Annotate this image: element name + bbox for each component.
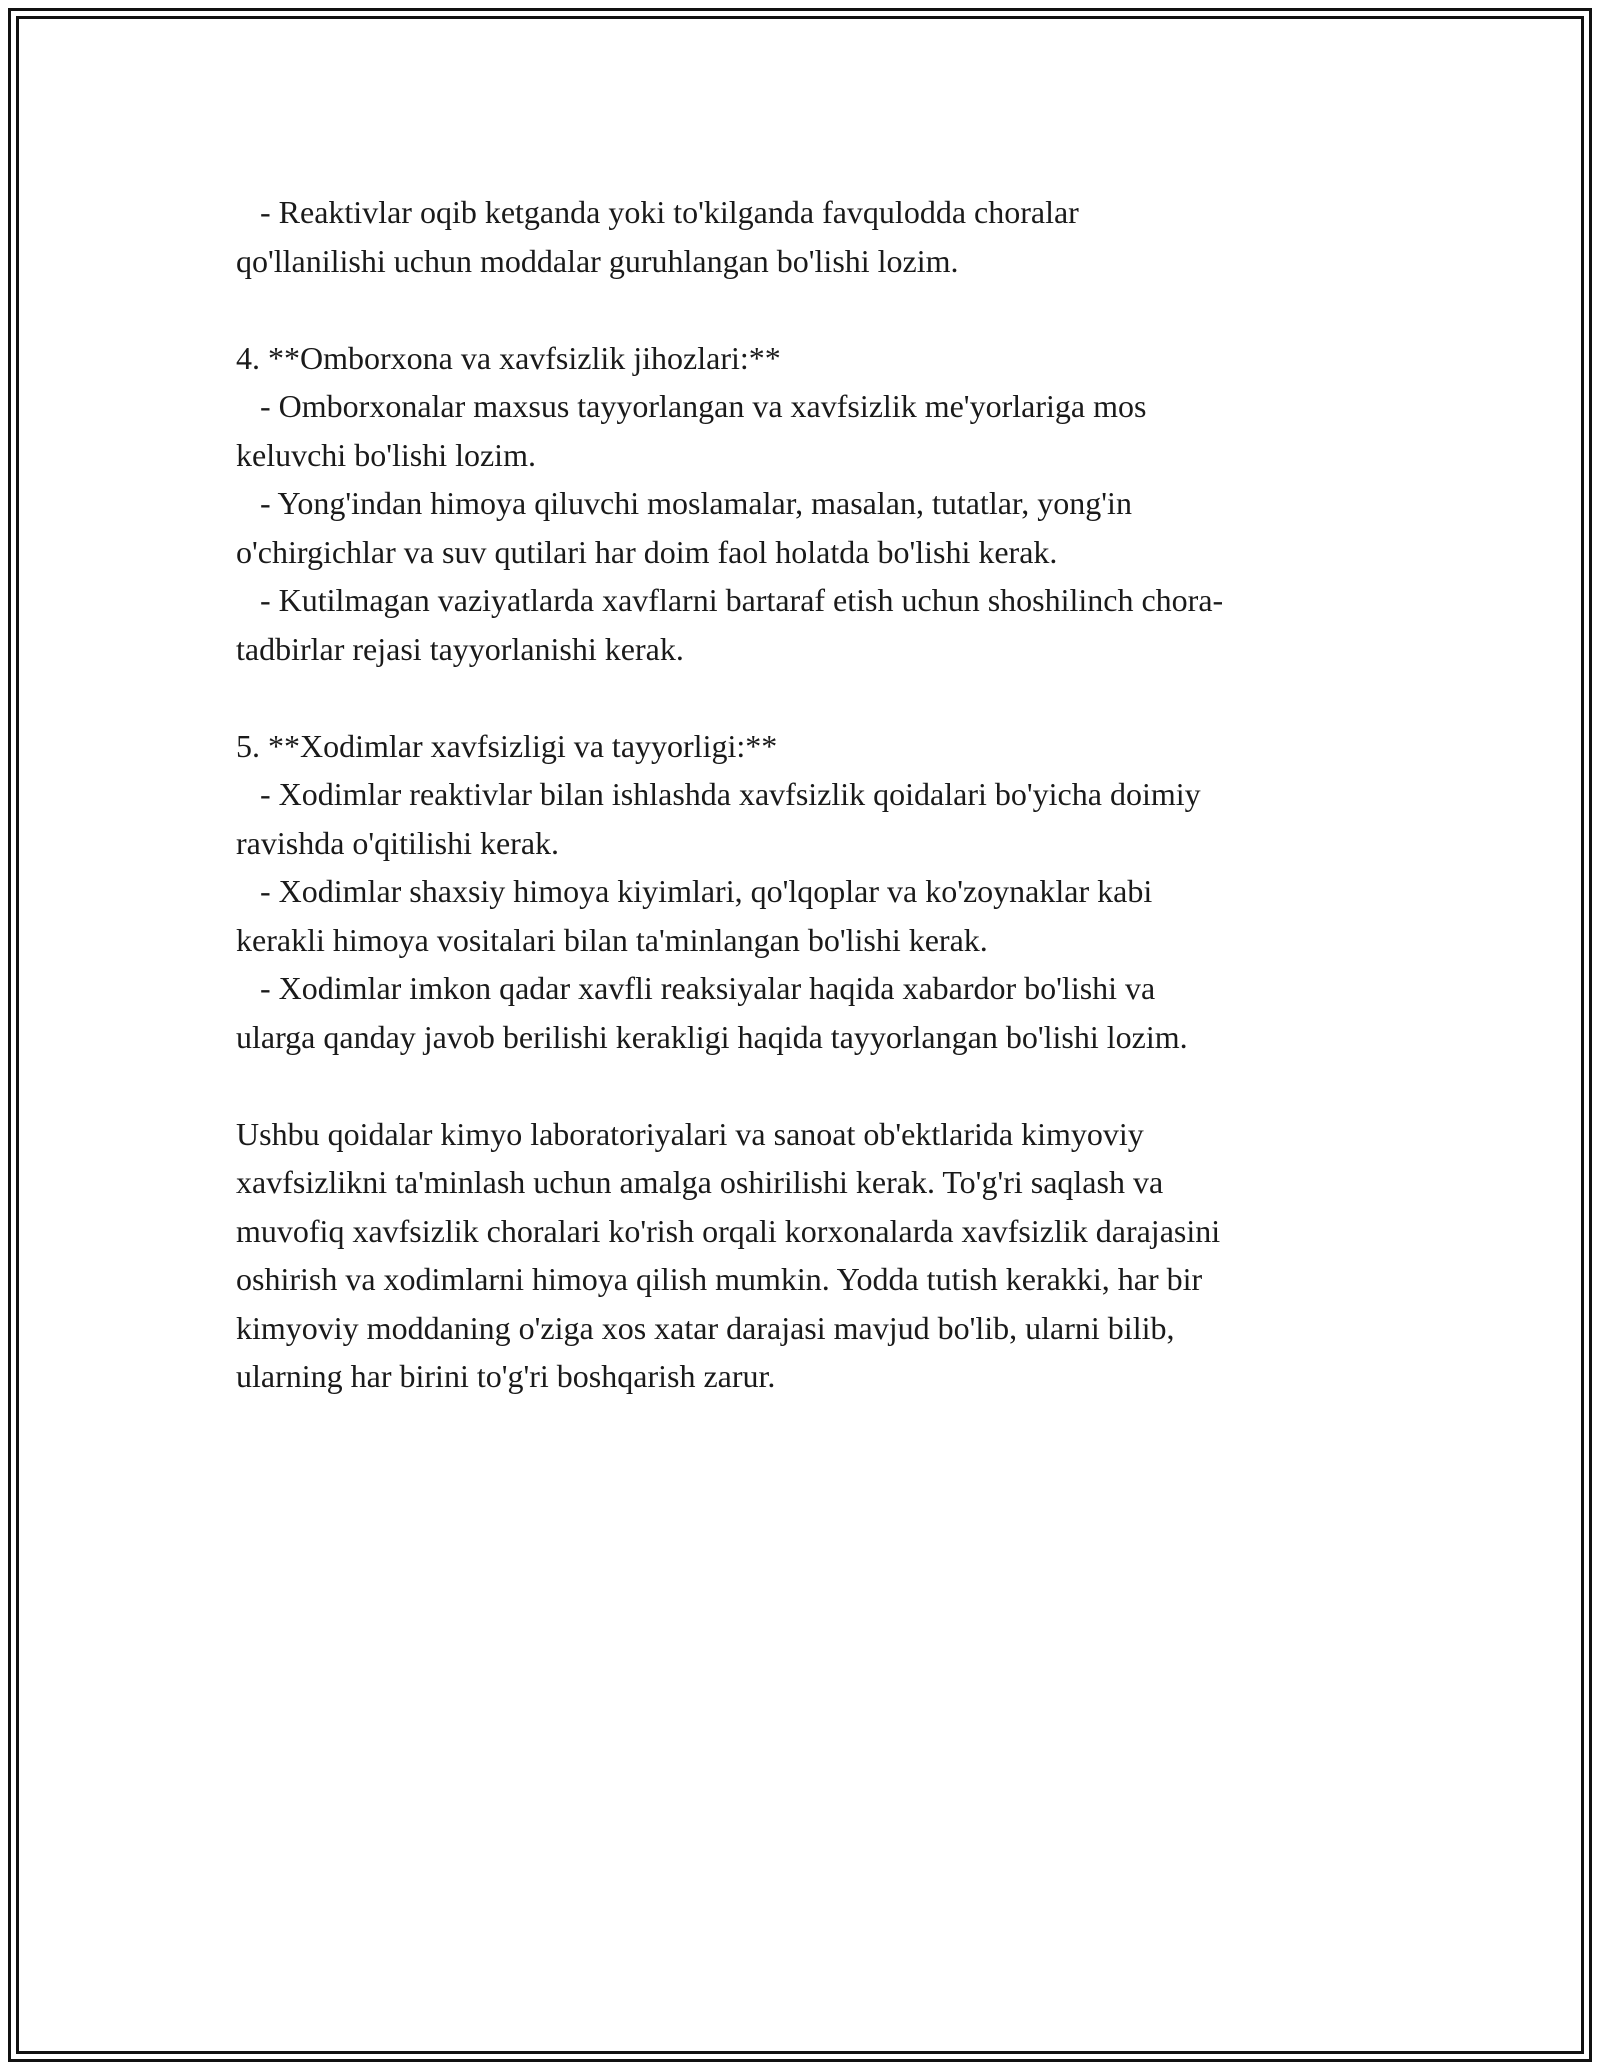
- section4-line: - Yong'indan himoya qiluvchi moslamalar, masalan, tutatlar, yong'in: [236, 485, 1132, 521]
- conclusion-line: Ushbu qoidalar kimyo laboratoriyalari va sanoat ob'ektlarida kimyoviy: [236, 1115, 1144, 1152]
- conclusion-line: muvofiq xavfsizlik choralari ko'rish orqali korxonalarda xavfsizlik darajasini: [236, 1212, 1221, 1249]
- section4-heading: 4. **Omborxona va xavfsizlik jihozlari:**: [236, 339, 781, 376]
- section3-bullet-line: - Reaktivlar oqib ketganda yoki to'kilganda favqulodda choralar: [236, 194, 1079, 230]
- section5-line: ularga qanday javob berilishi kerakligi haqida tayyorlangan bo'lishi lozim.: [236, 1018, 1188, 1055]
- paragraph-spacer: [236, 1061, 1376, 1110]
- conclusion-line: ularning har birini to'g'ri boshqarish zarur.: [236, 1358, 776, 1394]
- conclusion-line: oshirish va xodimlarni himoya qilish mumkin. Yodda tutish kerakki, har bir: [236, 1261, 1203, 1297]
- conclusion-line: kimyoviy moddaning o'ziga xos xatar darajasi mavjud bo'lib, ularni bilib,: [236, 1309, 1175, 1346]
- section5-line: - Xodimlar reaktivlar bilan ishlashda xavfsizlik qoidalari bo'yicha doimiy: [236, 776, 1201, 812]
- section3-bullet-line: qo'llanilishi uchun moddalar guruhlangan bo'lishi lozim.: [236, 242, 959, 279]
- section4-line: keluvchi bo'lishi lozim.: [236, 436, 536, 473]
- section5-heading: 5. **Xodimlar xavfsizligi va tayyorligi:**: [236, 727, 778, 764]
- paragraph-spacer: [236, 285, 1376, 334]
- section4-line: tadbirlar rejasi tayyorlanishi kerak.: [236, 630, 684, 667]
- section5-line: ravishda o'qitilishi kerak.: [236, 824, 560, 861]
- section5-line: - Xodimlar shaxsiy himoya kiyimlari, qo'lqoplar va ko'zoynaklar kabi: [236, 873, 1153, 909]
- conclusion-line: xavfsizlikni ta'minlash uchun amalga oshirilishi kerak. To'g'ri saqlash va: [236, 1164, 1164, 1200]
- section5-line: - Xodimlar imkon qadar xavfli reaksiyalar haqida xabardor bo'lishi va: [236, 970, 1156, 1006]
- section5-line: kerakli himoya vositalari bilan ta'minlangan bo'lishi kerak.: [236, 921, 988, 958]
- section4-line: o'chirgichlar va suv qutilari har doim faol holatda bo'lishi kerak.: [236, 533, 1058, 570]
- section4-line: - Omborxonalar maxsus tayyorlangan va xavfsizlik me'yorlariga mos: [236, 388, 1147, 424]
- section4-line: - Kutilmagan vaziyatlarda xavflarni bartaraf etish uchun shoshilinch chora-: [236, 582, 1224, 618]
- document-body: [236, 188, 1376, 1401]
- paragraph-spacer: [236, 673, 1376, 722]
